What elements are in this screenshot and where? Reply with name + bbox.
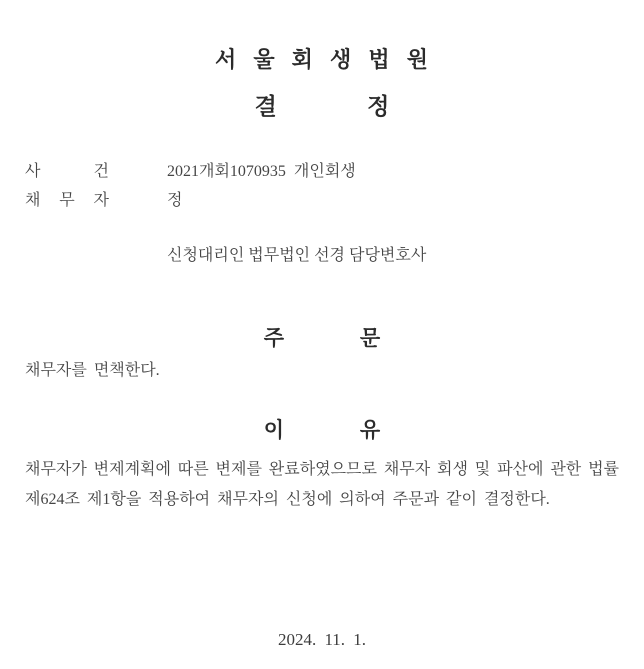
case-info-block [25, 157, 619, 215]
reason-line: 제624조 제1항을 적용하여 채무자의 신청에 의하여 주문과 같이 결정한다. [25, 491, 550, 508]
reason-line: 채무자가 변제계획에 따른 변제를 완료하였으므로 채무자 회생 및 파산에 관한 법률 [25, 461, 619, 478]
order-section-heading: 주 문 [263, 327, 381, 350]
debtor-row [25, 186, 619, 215]
case-number-label: 사 건 [25, 163, 109, 180]
debtor-name-value: 정 [167, 192, 183, 209]
court-name-title: 서 울 회 생 법 원 [214, 47, 430, 72]
document-type-heading: 결 정 [254, 93, 390, 119]
case-number-value: 2021개회1070935 개인회생 [167, 163, 356, 180]
case-row [25, 157, 619, 186]
debtor-label: 채 무 자 [25, 192, 109, 209]
reason-section-heading: 이 유 [263, 419, 381, 442]
order-text: 채무자를 면책한다. [25, 362, 160, 379]
decision-date: 2024. 11. 1. [277, 630, 367, 649]
attorney-line: 신청대리인 법무법인 선경 담당변호사 [167, 247, 427, 264]
reason-paragraph [25, 455, 619, 515]
